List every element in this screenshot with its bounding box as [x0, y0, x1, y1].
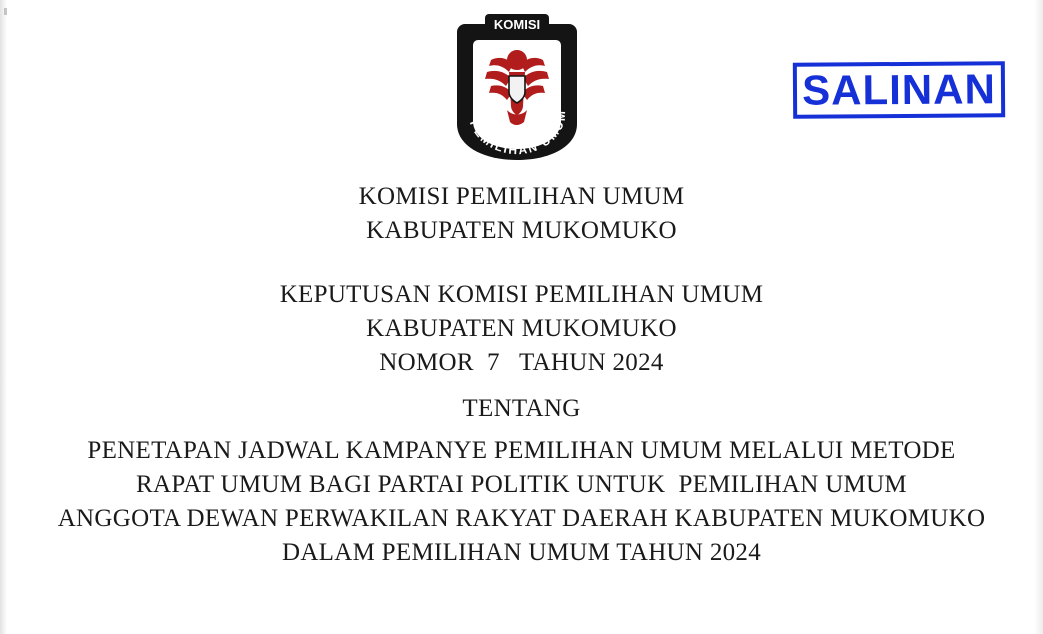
title-line-4: DALAM PEMILIHAN UMUM TAHUN 2024 [281, 539, 762, 566]
document-header-text [0, 180, 1043, 570]
decree-line-2: KABUPATEN MUKOMUKO [366, 315, 677, 342]
kpu-garuda-logo-icon [447, 10, 587, 173]
salinan-stamp [793, 61, 1005, 118]
institution-block [0, 180, 1043, 248]
institution-line-1: KOMISI PEMILIHAN UMUM [358, 183, 685, 210]
decree-title-block [0, 434, 1043, 570]
decree-block [0, 278, 1043, 380]
svg-text:KOMISI: KOMISI [493, 17, 541, 32]
decree-number: NOMOR 7 TAHUN 2024 [379, 349, 664, 376]
svg-text:PEMILIHAN UMUM: PEMILIHAN UMUM [466, 108, 569, 158]
scan-artifact-speck [4, 8, 7, 15]
title-line-3: ANGGOTA DEWAN PERWAKILAN RAKYAT DAERAH KABUPATEN MUKOMUKO [57, 505, 986, 532]
decree-line-1: KEPUTUSAN KOMISI PEMILIHAN UMUM [279, 281, 764, 308]
title-line-2: RAPAT UMUM BAGI PARTAI POLITIK UNTUK PEMILIHAN UMUM [136, 471, 907, 498]
title-line-1: PENETAPAN JADWAL KAMPANYE PEMILIHAN UMUM MELALUI METODE [87, 437, 956, 464]
salinan-stamp-label: SALINAN [801, 65, 996, 114]
institution-line-2: KABUPATEN MUKOMUKO [366, 217, 677, 244]
about-label: TENTANG [462, 395, 581, 422]
